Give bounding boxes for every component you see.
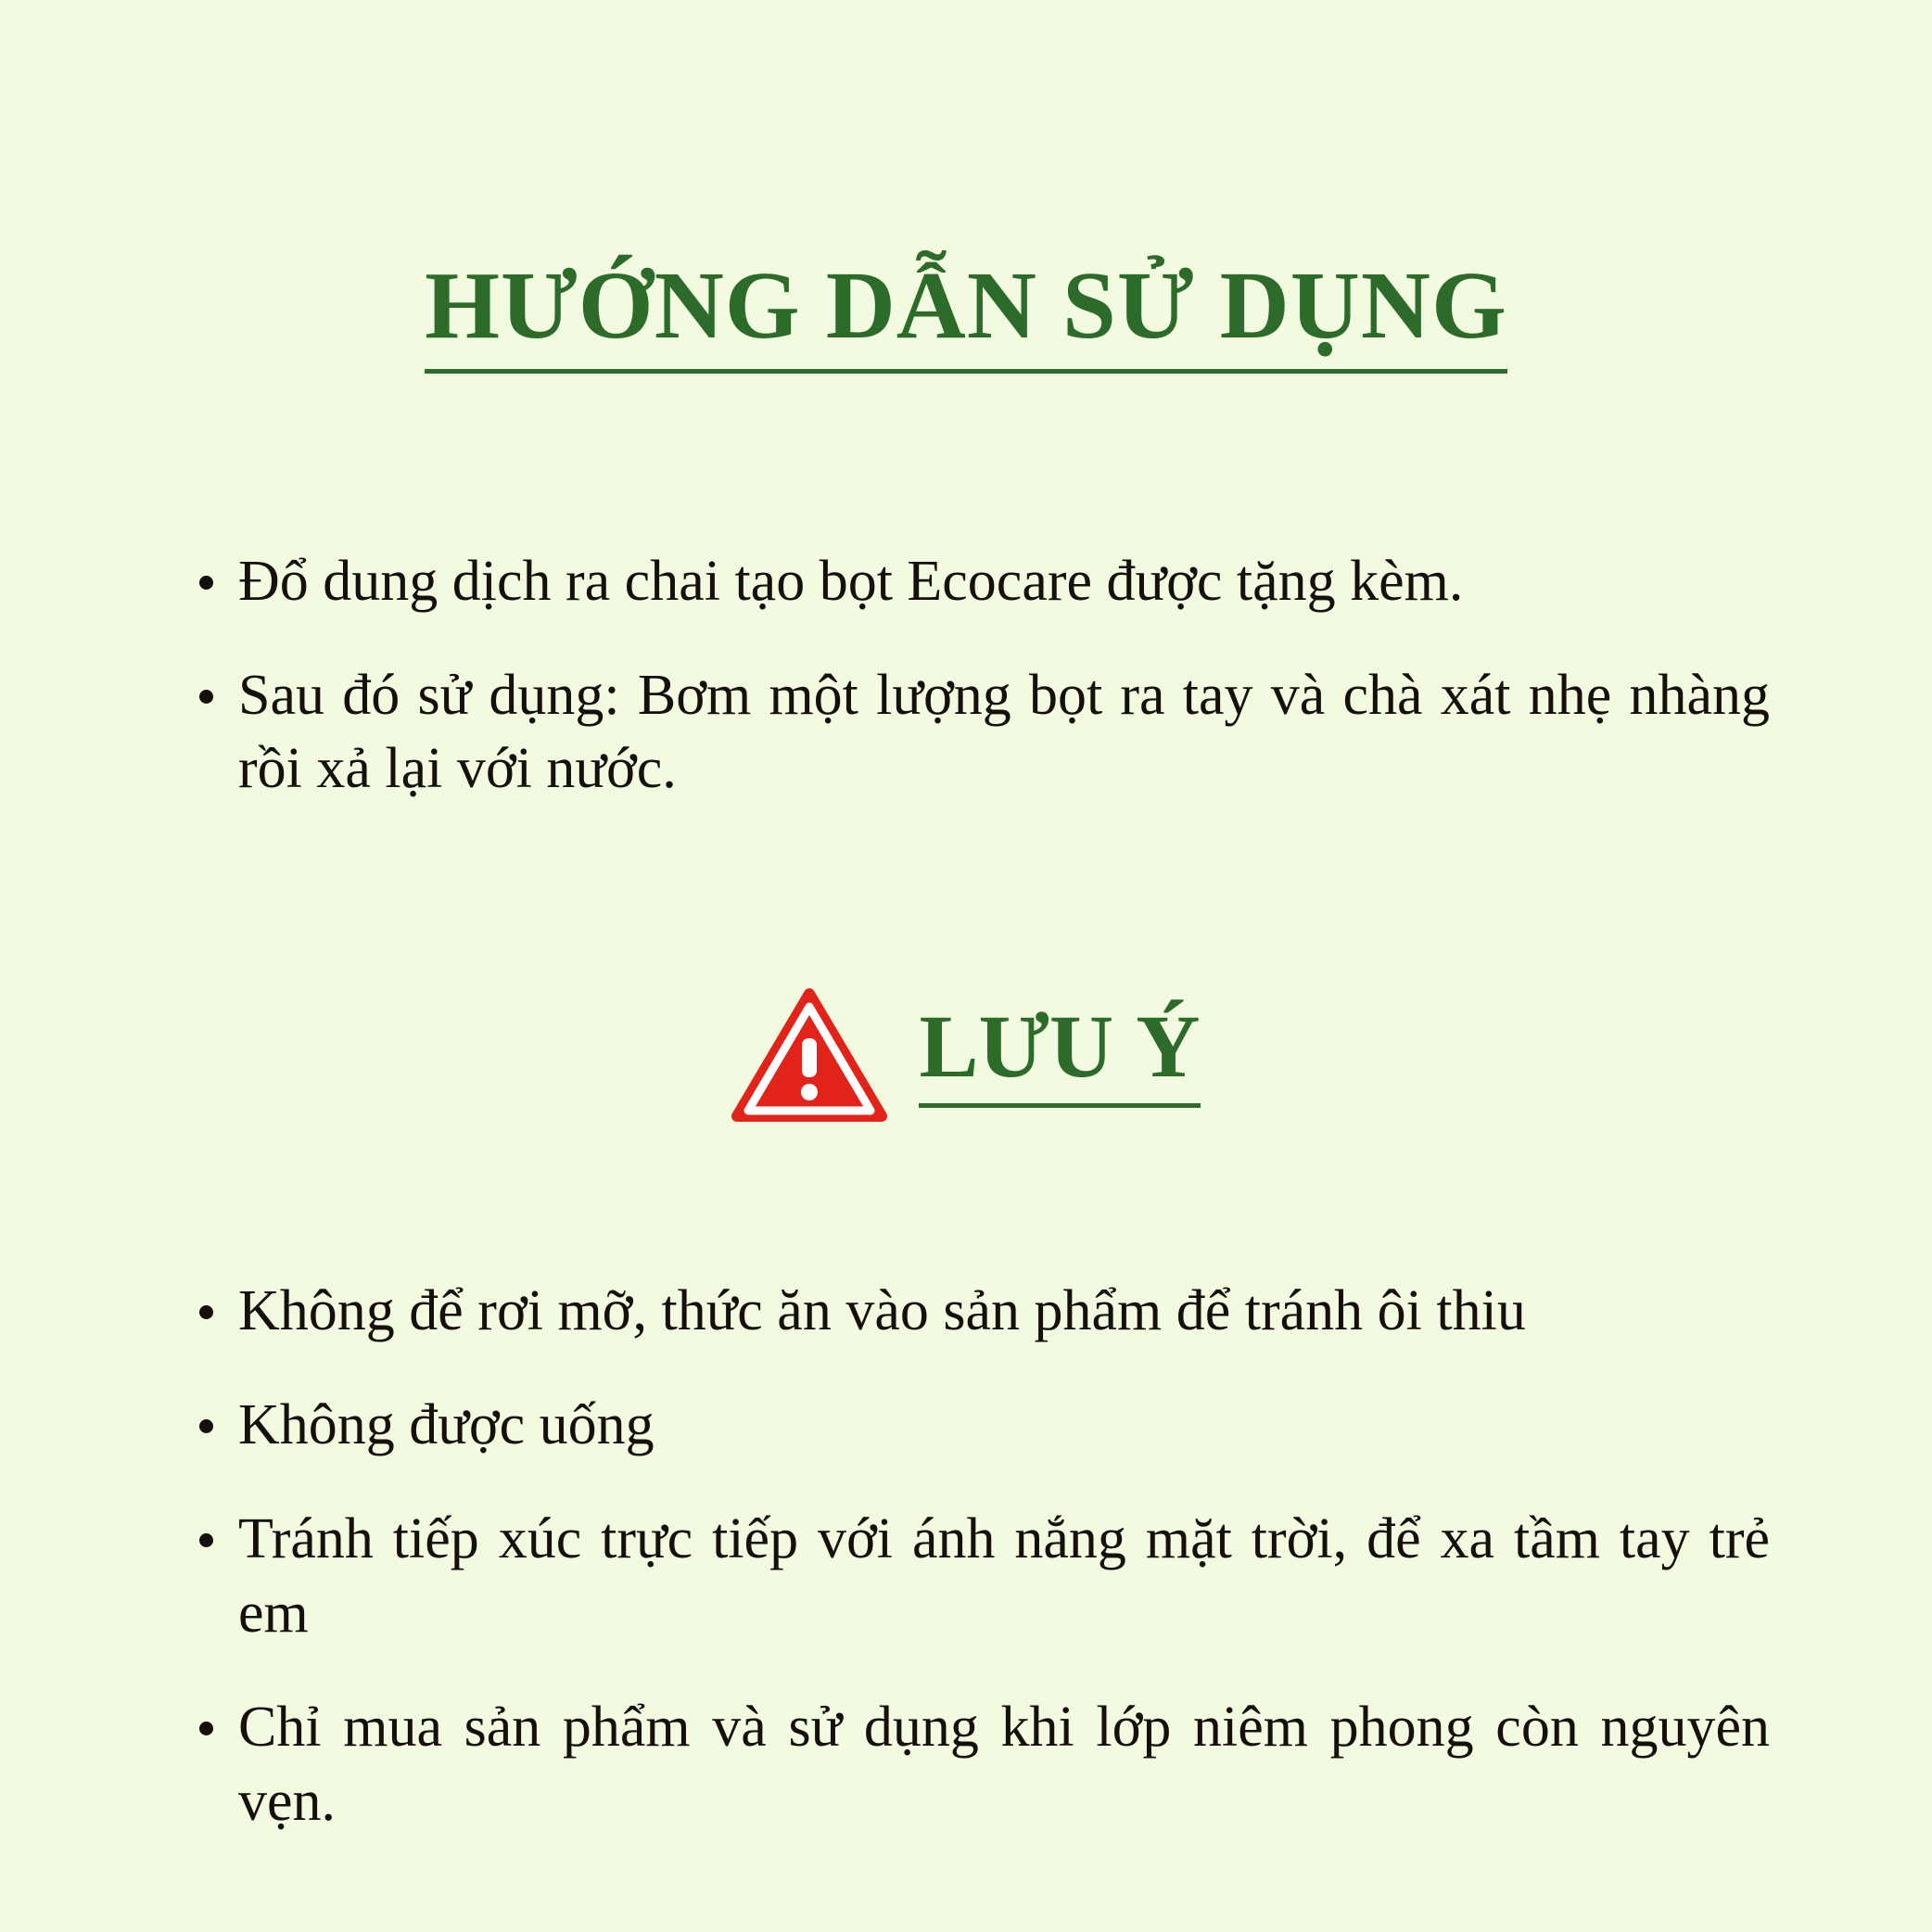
notice-heading <box>0 927 1932 1182</box>
list-item: Tránh tiếp xúc trực tiếp với ánh nắng mặt trời, để xa tầm tay trẻ em <box>190 1503 1770 1650</box>
list-item: Sau đó sử dụng: Bơm một lượng bọt ra tay và chà xát nhẹ nhàng rồi xả lại với nước. <box>190 659 1770 807</box>
list-item: Không được uống <box>190 1389 1770 1462</box>
warning-triangle-icon <box>731 986 887 1122</box>
page-title-container <box>0 0 1932 439</box>
notice-title: LƯU Ý <box>919 1000 1200 1108</box>
list-item: Chỉ mua sản phẩm và sử dụng khi lớp niêm phong còn nguyên vẹn. <box>190 1691 1770 1838</box>
page-title: HƯỚNG DẪN SỬ DỤNG <box>425 255 1507 374</box>
list-item: Không để rơi mỡ, thức ăn vào sản phẩm để tránh ôi thiu <box>190 1275 1770 1348</box>
notice-list <box>0 1275 1932 1838</box>
usage-instruction-list <box>0 545 1932 807</box>
list-item: Đổ dung dịch ra chai tạo bọt Ecocare được tặng kèm. <box>190 545 1770 618</box>
